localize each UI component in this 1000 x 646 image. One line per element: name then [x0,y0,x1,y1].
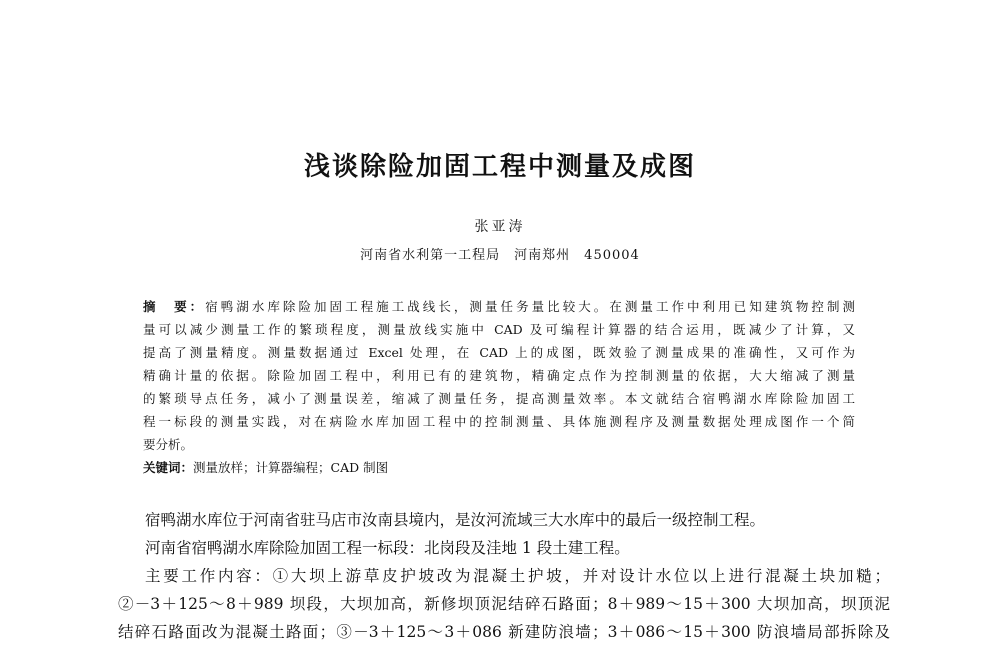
body-text [118,506,890,646]
paper-title: 浅谈除险加固工程中测量及成图 [303,152,696,182]
keywords-text: 测量放样；计算器编程；CAD 制图 [193,460,389,475]
abstract [143,295,855,479]
keywords-label: 关键词： [143,460,194,475]
paragraph-line: ②－3＋125～8＋989 坝段，大坝加高，新修坝顶泥结碎石路面；8＋989～15＋300 大坝加高，坝顶泥 [118,595,890,613]
abstract-line: 精确计量的依据。除险加固工程中，利用已有的建筑物，精确定点作为控制测量的依据，大大缩减了测量 [143,368,855,383]
abstract-text: 宿鸭湖水库除险加固工程施工战线长，测量任务量比较大。在测量工作中利用已知建筑物控制测 [205,299,855,314]
paragraph-line: 河南省宿鸭湖水库除险加固工程一标段：北岗段及洼地 1 段土建工程。 [145,539,630,557]
abstract-line: 程一标段的测量实践，对在病险水库加固工程中的控制测量、具体施测程序及测量数据处理成图作一个简 [143,414,855,429]
abstract-line: 量可以减少测量工作的繁琐程度，测量放线实施中 CAD 及可编程计算器的结合运用，既减少了计算，又 [143,322,855,337]
abstract-line: 要分析。 [143,437,194,452]
paragraph-line: 主要工作内容：①大坝上游草皮护坡改为混凝土护坡，并对设计水位以上进行混凝土块加糙； [145,567,890,585]
affiliation: 河南省水利第一工程局 河南郑州 450004 [360,248,640,263]
author: 张亚涛 [474,219,526,235]
keywords [143,456,855,479]
abstract-line [143,295,855,318]
abstract-line: 提高了测量精度。测量数据通过 Excel 处理，在 CAD 上的成图，既效验了测量成果的准确性，又可作为 [143,345,855,360]
abstract-line: 的繁琐导点任务，减小了测量误差，缩减了测量任务，提高测量效率。本文就结合宿鸭湖水库除险加固工 [143,391,855,406]
paragraph-line: 宿鸭湖水库位于河南省驻马店市汝南县境内，是汝河流域三大水库中的最后一级控制工程。 [145,511,766,529]
paragraph-line: 结碎石路面改为混凝土路面；③－3＋125～3＋086 新建防浪墙；3＋086～15＋300 防浪墙局部拆除及 [118,623,890,641]
abstract-label: 摘 要： [143,299,206,314]
